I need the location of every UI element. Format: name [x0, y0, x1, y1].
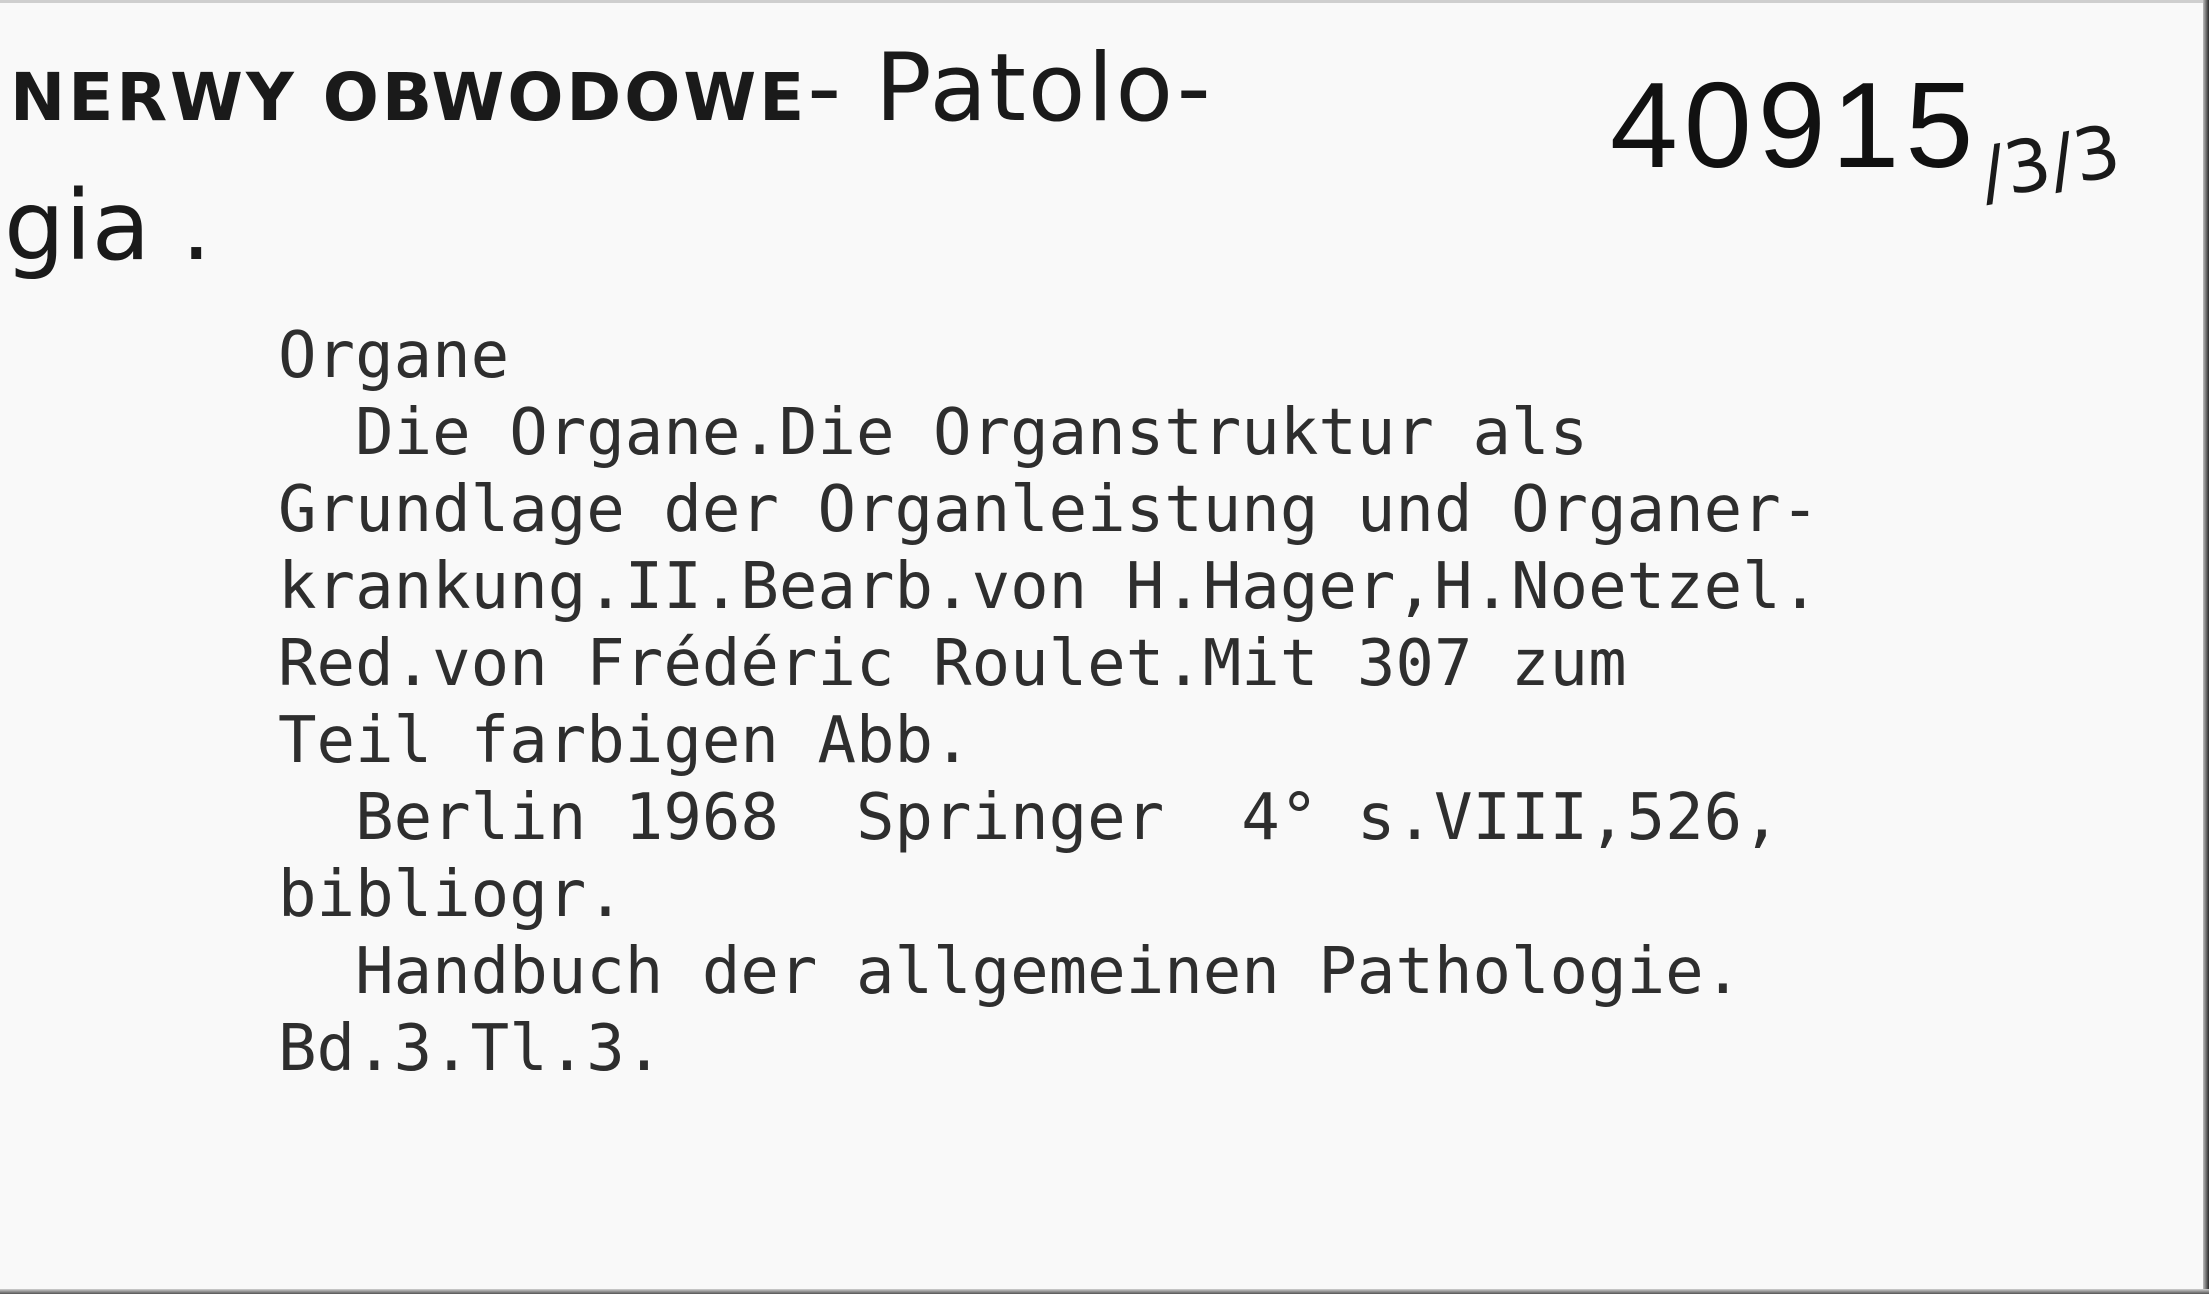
card-right-edge — [2203, 0, 2209, 1294]
entry-line: Red.von Frédéric Roulet.Mit 307 zum — [278, 627, 1627, 701]
entry-line: krankung.II.Bearb.von H.Hager,H.Noetzel. — [278, 550, 1820, 624]
card-bottom-edge — [0, 1289, 2209, 1294]
subject-heading-caps: NERWY OBWODOWE — [10, 59, 808, 136]
entry-line: Handbuch der allgemeinen Pathologie. — [278, 935, 1743, 1009]
volume-fraction: /3/3 — [1973, 108, 2127, 216]
subject-heading-continued: - Patolo- — [807, 34, 1213, 143]
entry-line: Grundlage der Organleistung und Organer- — [278, 473, 1820, 547]
subject-heading — [10, 34, 1213, 143]
entry-line: Die Organe.Die Organstruktur als — [278, 396, 1589, 470]
bibliographic-entry — [278, 318, 2198, 1088]
card-top-edge — [0, 0, 2209, 3]
entry-line: Berlin 1968 Springer 4° s.VIII,526, — [278, 781, 1781, 855]
entry-line: bibliogr. — [278, 858, 625, 932]
entry-line: Organe — [278, 319, 510, 393]
call-number: 40915 — [1610, 57, 1980, 193]
entry-line: Bd.3.Tl.3. — [278, 1012, 664, 1086]
entry-line: Teil farbigen Abb. — [278, 704, 972, 778]
subject-heading-line-2: gia . — [4, 170, 212, 282]
